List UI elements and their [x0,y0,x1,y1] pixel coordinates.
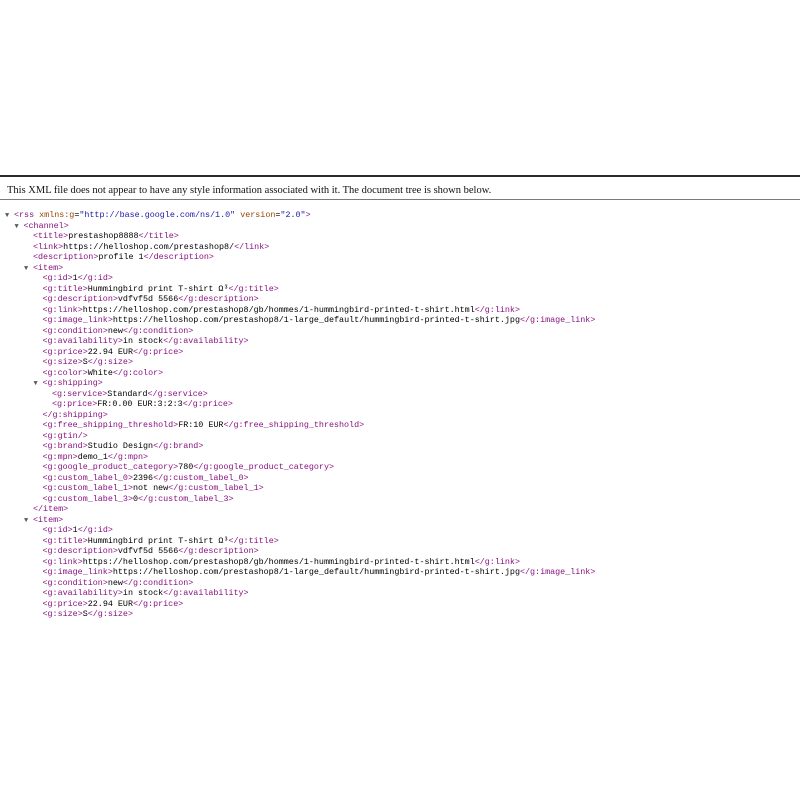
xml-open-tag-end: > [112,294,118,304]
xml-open-tag-end: > [117,336,123,346]
xml-closing-tag: </g:condition> [122,577,194,588]
collapse-triangle-icon[interactable]: ▼ [33,380,38,388]
xml-text-content: 22.94 EUR [87,598,133,609]
collapse-triangle-icon[interactable]: ▼ [5,212,10,220]
xml-text-content: https://helloshop.com/prestashop8/gb/hommes/1-hummingbird-printed-t-shirt.html [82,556,475,567]
xml-closing-tag: </g:id> [77,525,113,535]
xml-open-tag-end: > [58,514,64,525]
xml-open-tag: <g:custom_label_1 [42,483,128,493]
xml-text-content: in stock [122,336,164,346]
xml-closing-tag: </item> [33,504,69,514]
xml-text-content: vdfvf5d 5566 [117,546,179,556]
xml-open-tag: <g:id [42,525,68,535]
xml-open-tag-end: > [173,462,179,472]
xml-text-content: profile 1 [98,252,144,262]
xml-closing-tag: </g:description> [178,546,259,556]
xml-text-content: Hummingbird print T-shirt Ω³ [87,283,229,294]
xml-line [0,536,800,547]
xml-closing-tag: </g:custom_label_3> [138,493,234,504]
xml-open-tag-end: > [58,262,64,273]
xml-line [0,599,800,610]
xml-document-tree [0,210,800,620]
xml-closing-tag: </g:image_link> [519,315,596,325]
xml-text-content: https://helloshop.com/prestashop8/1-large_default/hummingbird-printed-t-shirt.jpg [112,315,520,325]
xml-closing-tag: </link> [234,241,270,252]
xml-attr-value: "http://base.google.com/ns/1.0" [79,210,236,220]
xml-open-tag-end: > [117,588,123,598]
xml-closing-tag: </g:shipping> [42,409,108,420]
xml-open-tag-end: /> [77,430,88,441]
xml-open-tag: <g:title [42,283,83,294]
xml-line [0,546,800,557]
collapse-triangle-icon[interactable]: ▼ [24,516,29,525]
xml-open-tag: <g:availability [42,588,118,598]
xml-open-tag: <g:color [42,367,83,378]
xml-closing-tag: </g:condition> [122,325,194,336]
xml-open-tag: <g:condition [42,577,103,588]
xml-line [0,515,800,526]
xml-closing-tag: </g:title> [228,283,279,294]
xml-open-tag-end: > [82,367,88,378]
xml-open-tag-end: > [127,472,133,483]
xml-text-content: 1 [72,525,78,535]
xml-line [0,557,800,568]
xml-line [0,399,800,410]
xml-line [0,231,800,242]
xml-open-tag: <g:id [42,273,68,283]
xml-line [0,273,800,284]
xml-closing-tag: </g:link> [474,304,520,315]
xml-open-tag-end: > [63,220,69,231]
xml-text-content: FR:10 EUR [178,420,224,430]
xml-open-tag: <g:title [42,535,83,546]
xml-text-content: 22.94 EUR [87,346,133,357]
xml-open-tag: <g:free_shipping_threshold [42,420,174,430]
xml-text-content: not new [132,483,169,493]
xml-open-tag-end: > [93,252,99,262]
xml-line [0,431,800,442]
xml-attr-name: xmlns:g [39,210,75,220]
collapse-triangle-icon[interactable]: ▼ [24,264,29,273]
xml-open-tag: <g:size [42,357,78,367]
xml-open-tag-end: > [173,420,179,430]
xml-closing-tag: </g:custom_label_1> [168,483,264,493]
xml-text-content: https://helloshop.com/prestashop8/1-large_default/hummingbird-printed-t-shirt.jpg [112,567,520,577]
xml-text-content: vdfvf5d 5566 [117,294,179,304]
xml-open-tag-end: > [77,357,83,367]
xml-text-content: 2396 [132,472,154,483]
xml-open-tag-end: > [305,210,311,220]
xml-line [0,504,800,515]
xml-closing-tag: </g:free_shipping_threshold> [223,420,365,430]
xml-open-tag: <g:description [42,294,113,304]
xml-open-tag: <g:link [42,304,78,315]
xml-closing-tag: </g:price> [182,399,233,409]
xml-closing-tag: </description> [143,252,214,262]
xml-attr-eq: = [275,210,281,220]
xml-line [0,305,800,316]
xml-open-tag: <g:availability [42,336,118,346]
xml-closing-tag: </g:description> [178,294,259,304]
xml-line [0,567,800,578]
xml-closing-tag: </g:availability> [163,588,249,598]
xml-line [0,525,800,536]
xml-attr-eq: = [74,210,80,220]
xml-line [0,315,800,326]
xml-open-tag: <item [33,514,59,525]
xml-open-tag-end: > [82,598,88,609]
xml-open-tag-end: > [127,493,133,504]
xml-open-tag: <g:custom_label_0 [42,472,128,483]
xml-line [0,357,800,368]
xml-line [0,494,800,505]
xml-open-tag: <item [33,262,59,273]
xml-line [0,378,800,389]
xml-text-content: prestashop8888 [68,231,139,241]
xml-line [0,336,800,347]
xml-open-tag: <g:service [52,388,103,399]
xml-line [0,294,800,305]
xml-open-tag: <link [33,241,59,252]
xml-line [0,441,800,452]
xml-text-content: White [87,367,113,378]
xml-open-tag-end: > [77,304,83,315]
xml-line [0,263,800,274]
xml-text-content: 0 [132,493,139,504]
xml-closing-tag: </g:price> [132,346,184,357]
xml-open-tag-end: > [67,525,73,535]
xml-closing-tag: </g:brand> [153,441,204,451]
xml-open-tag-end: > [82,283,88,294]
xml-line [0,588,800,599]
xml-closing-tag: </g:color> [112,367,164,378]
xml-open-tag: <g:image_link [42,315,108,325]
xml-open-tag: <g:price [52,399,93,409]
xml-open-tag-end: > [82,346,88,357]
xml-line [0,326,800,337]
xml-open-tag: <g:condition [42,325,103,336]
xml-text-content: Standard [107,388,148,399]
xml-closing-tag: </g:price> [132,598,184,609]
xml-open-tag: <g:description [42,546,113,556]
xml-open-tag: <g:price [42,598,83,609]
xml-open-tag-end: > [102,388,108,399]
xml-text-content: FR:0.00 EUR:3:2:3 [97,399,183,409]
xml-open-tag-end: > [72,451,78,462]
xml-open-tag: <g:size [42,609,78,619]
xml-open-tag-end: > [107,315,113,325]
xml-open-tag: <rss [14,210,35,220]
xml-open-tag: <g:link [42,556,78,567]
xml-line [0,389,800,400]
xml-style-notice: This XML file does not appear to have any style information associated with it. The document tree is shown below. [0,177,800,200]
xml-open-tag: <g:mpn [42,451,73,462]
xml-line [0,473,800,484]
xml-open-tag-end: > [107,567,113,577]
xml-open-tag-end: > [112,546,118,556]
xml-line [0,420,800,431]
xml-text-content: https://helloshop.com/prestashop8/gb/hommes/1-hummingbird-printed-t-shirt.html [82,304,475,315]
xml-line [0,284,800,295]
xml-closing-tag: </g:size> [87,357,133,367]
xml-closing-tag: </g:availability> [163,336,249,346]
xml-open-tag: <title [33,231,64,241]
xml-text-content: S [82,357,88,367]
xml-open-tag: <g:price [42,346,83,357]
xml-open-tag-end: > [77,556,83,567]
xml-closing-tag: </g:size> [87,609,133,619]
xml-open-tag: <g:custom_label_3 [42,493,128,504]
xml-open-tag-end: > [63,231,69,241]
xml-line [0,368,800,379]
xml-open-tag-end: > [92,399,98,409]
xml-closing-tag: </g:title> [228,535,279,546]
xml-text-content: Hummingbird print T-shirt Ω³ [87,535,229,546]
xml-line [0,452,800,463]
xml-closing-tag: </g:id> [77,273,113,283]
xml-closing-tag: </g:custom_label_0> [153,472,249,483]
xml-attr-value: "2.0" [280,210,306,220]
collapse-triangle-icon[interactable]: ▼ [14,222,19,231]
xml-open-tag: <g:gtin [42,430,78,441]
xml-open-tag-end: > [67,273,73,283]
xml-open-tag: <g:shipping [42,378,98,388]
xml-closing-tag: </g:link> [474,556,520,567]
xml-text-content: in stock [122,588,164,598]
xml-line [0,252,800,263]
xml-open-tag-end: > [102,325,108,336]
xml-open-tag: <channel [23,220,64,231]
xml-open-tag: <g:brand [42,441,83,451]
xml-text-content: new [107,577,123,588]
xml-closing-tag: </g:google_product_category> [193,462,335,472]
xml-line [0,242,800,253]
xml-open-tag: <g:image_link [42,567,108,577]
xml-open-tag-end: > [77,609,83,619]
xml-open-tag-end: > [82,535,88,546]
xml-line [0,609,800,620]
xml-closing-tag: </g:service> [147,388,208,399]
xml-open-tag-end: > [127,483,133,493]
xml-open-tag-end: > [102,577,108,588]
xml-line [0,210,800,221]
xml-open-tag: <g:google_product_category [42,462,174,472]
xml-line [0,410,800,421]
xml-closing-tag: </g:mpn> [107,451,149,462]
xml-open-tag-end: > [82,441,88,451]
xml-text-content: new [107,325,123,336]
xml-line [0,347,800,358]
xml-text-content: 780 [178,462,194,472]
xml-text-content: S [82,609,88,619]
xml-text-content: Studio Design [87,441,154,451]
xml-attr-name: version [240,210,276,220]
xml-text-content: demo_1 [77,451,108,462]
xml-line [0,578,800,589]
xml-closing-tag: </title> [138,231,179,241]
xml-closing-tag: </g:image_link> [519,567,596,577]
xml-line [0,221,800,232]
xml-open-tag: <description [33,252,94,262]
xml-open-tag-end: > [58,241,64,252]
xml-line [0,483,800,494]
xml-open-tag-end: > [97,378,103,388]
xml-line [0,462,800,473]
xml-text-content: https://helloshop.com/prestashop8/ [63,241,235,252]
xml-text-content: 1 [72,273,78,283]
